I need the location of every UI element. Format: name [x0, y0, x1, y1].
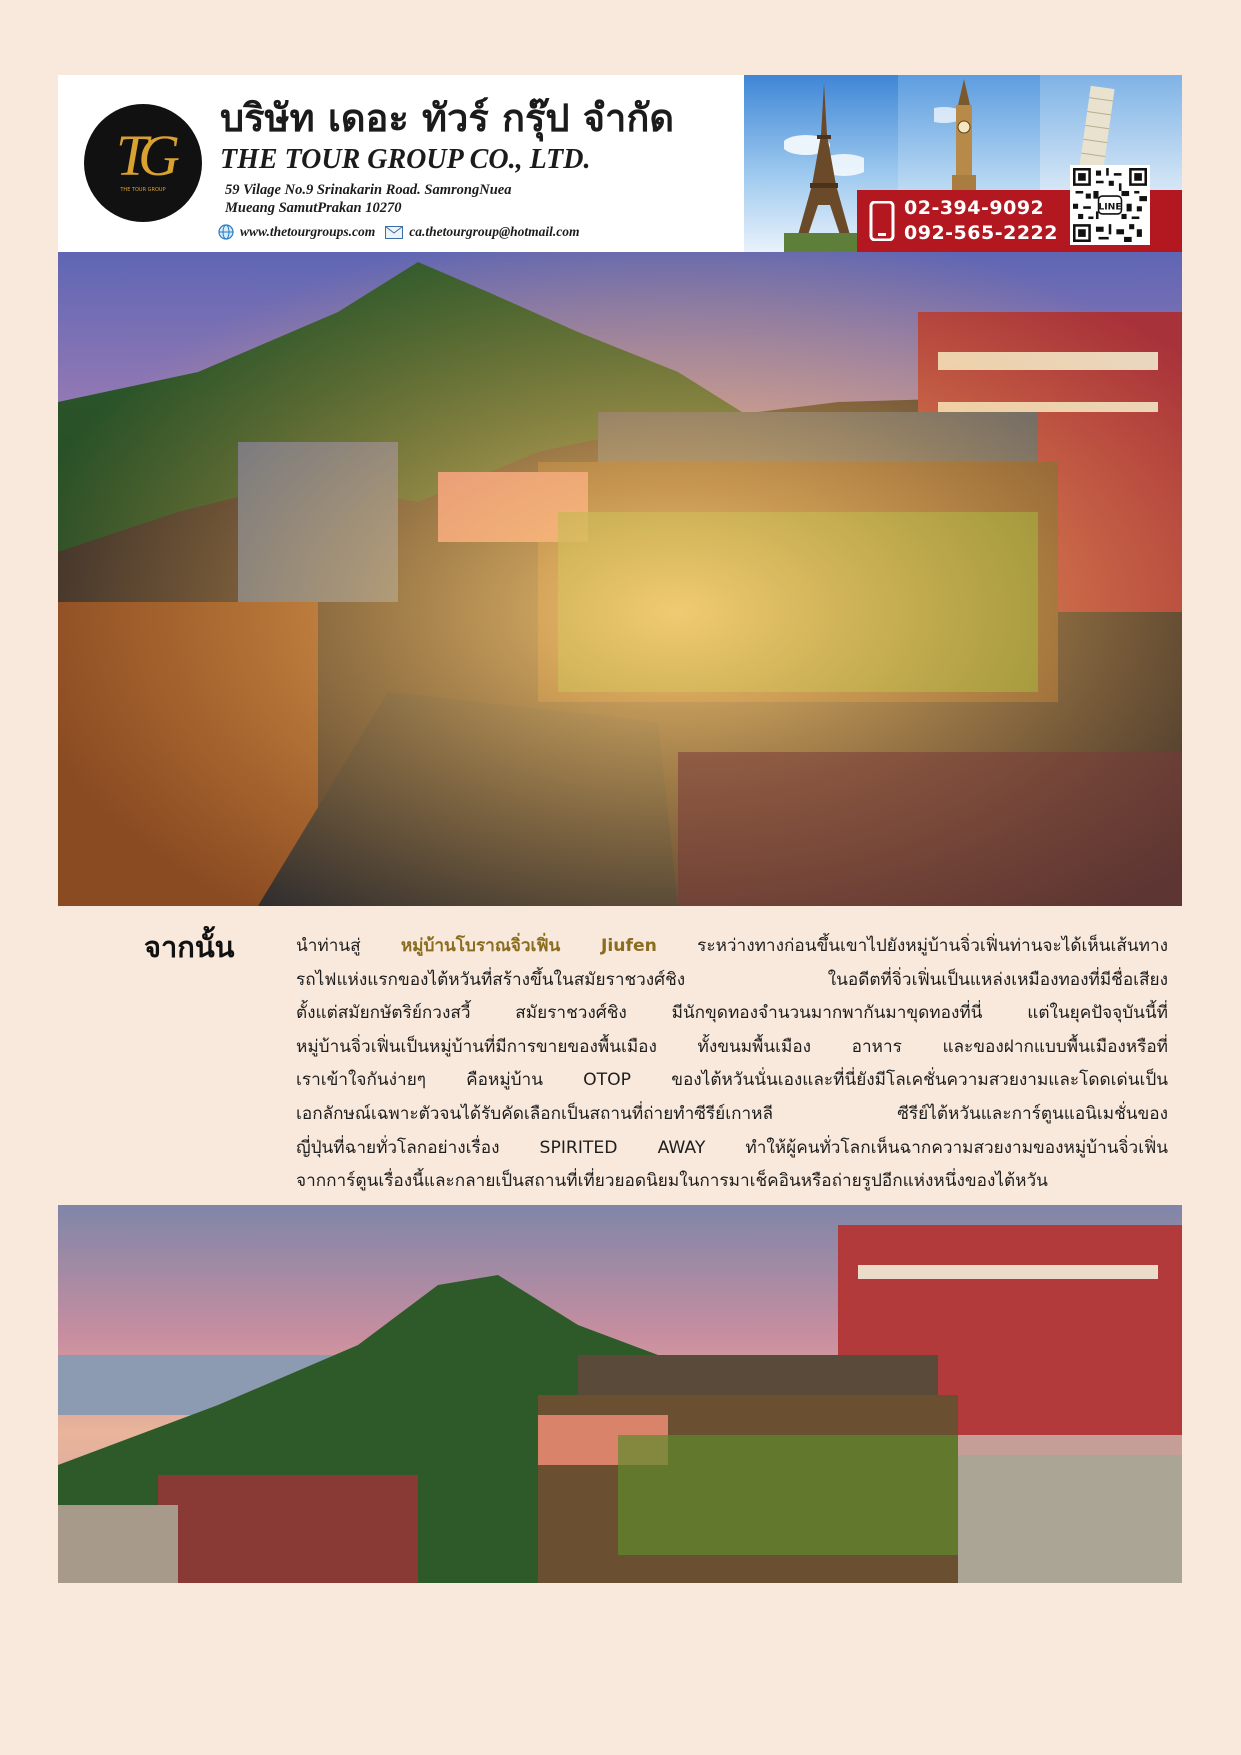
contact-web-row — [218, 224, 580, 240]
phone-number-2[interactable]: 092-565-2222 — [904, 222, 1058, 244]
body-line-8: จากการ์ตูนเรื่องนี้และกลายเป็นสถานที่เที่ยวยอดนิยมในการมาเช็คอินหรือถ่ายรูปอีกแห่งหนึ่งของไต้หวัน — [296, 1171, 1048, 1192]
line-qr-code[interactable] — [1070, 165, 1150, 245]
section-heading: จากนั้น — [144, 930, 235, 964]
body-line-3: ตั้งแต่สมัยกษัตริย์กวงสวี้ สมัยราชวงศ์ชิง มีนักขุดทองจำนวนมากพากันมาขุดทองที่นี่ แต่ในยุคปัจจุบันนี้ที่ — [296, 1003, 1168, 1024]
jiufen-description — [296, 930, 1168, 1199]
body-line-2: รถไฟแห่งแรกของไต้หวันที่สร้างขึ้นในสมัยราชวงศ์ชิง ในอดีตที่จิ่วเฟิ่นเป็นแหล่งเหมืองทองที่มีชื่อเสียง — [296, 969, 1168, 990]
globe-icon — [218, 224, 234, 240]
company-name-english: THE TOUR GROUP CO., LTD. — [220, 144, 591, 175]
landmark-collage — [744, 75, 1182, 252]
email-link[interactable]: ca.thetourgroup@hotmail.com — [409, 224, 580, 239]
jiufen-village-photo-bottom — [58, 1205, 1182, 1583]
address-line-2: Mueang SamutPrakan 10270 — [225, 200, 402, 216]
body-line-5: เราเข้าใจกันง่ายๆ คือหมู่บ้าน OTOP ของไต้หวันนั่นเองและที่นี่ยังมีโลเคชั่นความสวยงามและโดดเด่นเป็น — [296, 1070, 1168, 1091]
header-banner — [58, 75, 1182, 252]
body-line-1 — [296, 930, 1168, 964]
body-line-7: ญี่ปุ่นที่ฉายทั่วโลกอย่างเรื่อง SPIRITED AWAY ทำให้ผู้คนทั่วโลกเห็นฉากความสวยงามของหมู่บ้านจิ่วเฟิ่น — [296, 1137, 1168, 1158]
body-line-4: หมู่บ้านจิ่วเฟิ่นเป็นหมู่บ้านที่มีการขายของพื้นเมือง ทั้งขนมพื้นเมือง อาหาร และของฝากแบบพื้นเมืองหรือที่ — [296, 1036, 1168, 1057]
mobile-phone-icon — [869, 201, 895, 241]
company-name-thai: บริษัท เดอะ ทัวร์ กรุ๊ป จำกัด — [220, 96, 675, 140]
eiffel-tower-image — [784, 75, 864, 252]
qr-line-label: LINE — [1098, 201, 1122, 213]
leaning-tower-pisa-image — [1066, 75, 1126, 175]
qr-code-icon — [1073, 168, 1147, 242]
address-line-1: 59 Vilage No.9 Srinakarin Road. SamrongNuea — [225, 182, 512, 198]
body-line-6: เอกลักษณ์เฉพาะตัวจนได้รับคัดเลือกเป็นสถานที่ถ่ายทำซีรีย์เกาหลี ซีรีย์ไต้หวันและการ์ตูนแอนิเมชั่นของ — [296, 1103, 1168, 1124]
line1-rest: ระหว่างทางก่อนขึ้นเขาไปยังหมู่บ้านจิ่วเฟิ่นท่านจะได้เห็นเส้นทาง — [656, 936, 1168, 956]
jiufen-village-photo-top — [58, 252, 1182, 906]
logo-subtext: THE TOUR GROUP — [120, 187, 166, 193]
phone-number-1[interactable]: 02-394-9092 — [904, 197, 1045, 219]
jiufen-highlight: หมู่บ้านโบราณจิ่วเฟิ่น Jiufen — [400, 936, 657, 956]
company-logo — [84, 104, 202, 222]
logo-mark: TG — [115, 123, 171, 188]
mail-icon — [385, 226, 403, 239]
website-link[interactable]: www.thetourgroups.com — [240, 224, 376, 239]
intro-prefix: นำท่านสู่ — [296, 936, 401, 956]
